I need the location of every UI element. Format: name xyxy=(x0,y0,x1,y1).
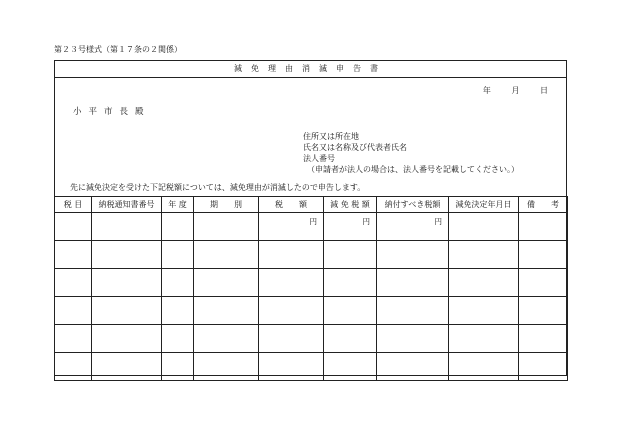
form-title: 減免理由消滅申告書 xyxy=(55,61,566,78)
cell-fiscal-year[interactable] xyxy=(162,269,194,297)
cell-payable-amount[interactable] xyxy=(377,213,449,241)
cell-remarks[interactable] xyxy=(519,241,568,269)
cell-decision-date[interactable] xyxy=(449,325,519,353)
cell-notice-number[interactable] xyxy=(92,325,162,353)
unit-yen: 円 xyxy=(362,217,370,226)
header-remarks: 備 考 xyxy=(519,197,568,213)
cell-period[interactable] xyxy=(194,213,259,241)
applicant-address-label: 住所又は所在地 xyxy=(303,132,359,141)
table-header-row xyxy=(55,197,568,213)
cell-fiscal-year[interactable] xyxy=(162,241,194,269)
cell-payable-amount[interactable] xyxy=(377,269,449,297)
form-number: 第２３号様式（第１７条の２関係） xyxy=(54,45,182,54)
cell-reduced-amount[interactable] xyxy=(324,241,377,269)
header-reduced-amount: 減 免 税 額 xyxy=(324,197,377,213)
cell-notice-number[interactable] xyxy=(92,241,162,269)
cell-remarks[interactable] xyxy=(519,297,568,325)
cell-remarks[interactable] xyxy=(519,213,568,241)
cell-period[interactable] xyxy=(194,241,259,269)
header-period: 期 別 xyxy=(194,197,259,213)
cell-notice-number[interactable] xyxy=(92,353,162,381)
applicant-corp-number-label: 法人番号 xyxy=(303,154,335,163)
applicant-note: （申請者が法人の場合は、法人番号を記載してください。） xyxy=(307,165,519,174)
cell-notice-number[interactable] xyxy=(92,213,162,241)
cell-remarks[interactable] xyxy=(519,353,568,381)
table-row xyxy=(55,241,568,269)
cell-tax-item[interactable] xyxy=(55,325,92,353)
cell-period[interactable] xyxy=(194,297,259,325)
cell-reduced-amount[interactable] xyxy=(324,213,377,241)
cell-fiscal-year[interactable] xyxy=(162,213,194,241)
header-fiscal-year: 年 度 xyxy=(162,197,194,213)
cell-decision-date[interactable] xyxy=(449,353,519,381)
unit-yen: 円 xyxy=(309,217,317,226)
cell-payable-amount[interactable] xyxy=(377,353,449,381)
cell-reduced-amount[interactable] xyxy=(324,297,377,325)
cell-reduced-amount[interactable] xyxy=(324,325,377,353)
cell-fiscal-year[interactable] xyxy=(162,325,194,353)
cell-notice-number[interactable] xyxy=(92,297,162,325)
form-frame xyxy=(54,60,567,376)
date-line: 年 月 日 xyxy=(482,86,548,95)
cell-decision-date[interactable] xyxy=(449,269,519,297)
cell-tax-amount[interactable] xyxy=(259,241,324,269)
unit-yen: 円 xyxy=(434,217,442,226)
cell-tax-item[interactable] xyxy=(55,297,92,325)
table-row xyxy=(55,353,568,381)
cell-tax-amount[interactable] xyxy=(259,269,324,297)
table-row xyxy=(55,213,568,241)
cell-tax-item[interactable] xyxy=(55,353,92,381)
cell-notice-number[interactable] xyxy=(92,269,162,297)
cell-reduced-amount[interactable] xyxy=(324,269,377,297)
header-payable-amount: 納付すべき税額 xyxy=(377,197,449,213)
header-tax-item: 税 目 xyxy=(55,197,92,213)
cell-tax-item[interactable] xyxy=(55,241,92,269)
cell-decision-date[interactable] xyxy=(449,297,519,325)
statement: 先に減免決定を受けた下記税額については、減免理由が消滅したので申告します。 xyxy=(70,183,366,192)
table-row xyxy=(55,325,568,353)
cell-tax-amount[interactable] xyxy=(259,297,324,325)
table-row xyxy=(55,297,568,325)
cell-fiscal-year[interactable] xyxy=(162,353,194,381)
cell-reduced-amount[interactable] xyxy=(324,353,377,381)
table-row xyxy=(55,269,568,297)
cell-period[interactable] xyxy=(194,325,259,353)
cell-payable-amount[interactable] xyxy=(377,325,449,353)
applicant-block xyxy=(303,131,519,175)
addressee: 小平市長殿 xyxy=(73,107,151,117)
cell-tax-amount[interactable] xyxy=(259,325,324,353)
cell-period[interactable] xyxy=(194,353,259,381)
cell-tax-item[interactable] xyxy=(55,213,92,241)
cell-payable-amount[interactable] xyxy=(377,297,449,325)
header-notice-number: 納税通知書番号 xyxy=(92,197,162,213)
cell-tax-amount[interactable] xyxy=(259,353,324,381)
header-tax-amount: 税 額 xyxy=(259,197,324,213)
cell-tax-item[interactable] xyxy=(55,269,92,297)
cell-tax-amount[interactable] xyxy=(259,213,324,241)
cell-remarks[interactable] xyxy=(519,325,568,353)
cell-remarks[interactable] xyxy=(519,269,568,297)
tax-table xyxy=(54,196,568,381)
applicant-name-label: 氏名又は名称及び代表者氏名 xyxy=(303,143,407,152)
cell-payable-amount[interactable] xyxy=(377,241,449,269)
cell-period[interactable] xyxy=(194,269,259,297)
cell-decision-date[interactable] xyxy=(449,241,519,269)
header-decision-date: 減免決定年月日 xyxy=(449,197,519,213)
cell-fiscal-year[interactable] xyxy=(162,297,194,325)
cell-decision-date[interactable] xyxy=(449,213,519,241)
